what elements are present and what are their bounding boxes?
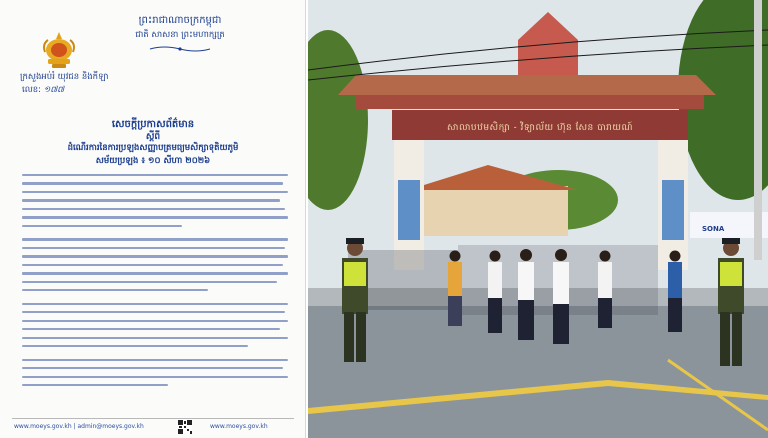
exam-center-photo — [308, 0, 768, 438]
school-gate-sign: សាលាបឋមសិក្សា - វិទ្យាល័យ ហ៊ុន សែន បារាយណ៍ — [447, 123, 633, 133]
kingdom-header: ព្រះរាជាណាចក្រកម្ពុជា — [138, 15, 222, 26]
press-release-subject: ដំណើរការនៃការប្រឡងសញ្ញាបត្រមធ្យមសិក្សាទុតិយភូមិ — [67, 143, 239, 153]
document-number-value: ១៧៧ — [43, 85, 65, 95]
press-release-about: ស្តីពី — [145, 132, 161, 142]
ministry-name: ក្រសួងអប់រំ យុវជន និងកីឡា — [20, 72, 109, 82]
footer-website: www.moeys.gov.kh — [210, 423, 268, 430]
exam-session-date: សម័យប្រឡង ៖ ១០ សីហា ២០២៦ — [95, 156, 211, 166]
national-motto: ជាតិ សាសនា ព្រះមហាក្សត្រ — [135, 30, 225, 40]
banner-text: SONA — [702, 225, 725, 233]
press-release-title: សេចក្តីប្រកាសព័ត៌មាន — [111, 119, 195, 130]
document-number-label: លេខ: — [22, 85, 42, 95]
document-body-text — [22, 174, 288, 393]
royal-emblem-icon — [42, 30, 76, 70]
press-release-document — [0, 0, 306, 438]
qr-code-icon — [178, 420, 192, 434]
ornament-divider-icon — [148, 45, 212, 53]
footer-divider — [12, 418, 294, 419]
footer-contact: www.moeys.gov.kh | admin@moeys.gov.kh — [14, 423, 144, 430]
document-number — [22, 85, 64, 97]
